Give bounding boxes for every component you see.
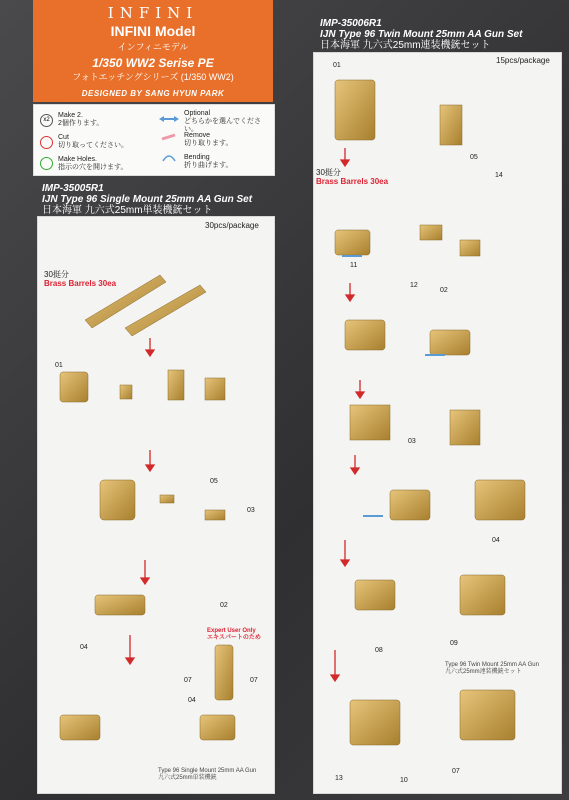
single-part-label: 01 <box>55 362 63 369</box>
legend-bending: Bending <box>184 154 210 161</box>
twin-caption <box>445 662 539 676</box>
twin-caption-jp: 九六式25mm連装機銃セット <box>445 669 522 675</box>
single-part-label: 07 <box>250 677 258 684</box>
twin-brass-jp: 30挺分 <box>316 168 341 177</box>
twin-part-label: 14 <box>495 172 503 179</box>
twin-part-label: 02 <box>440 287 448 294</box>
single-brass-label: Brass Barrels 30ea <box>44 279 117 288</box>
legend-make2: Make 2. <box>58 112 83 119</box>
legend-remove: Remove <box>184 132 211 139</box>
single-caption <box>158 768 256 782</box>
legend-bending-jp: 折り曲げます。 <box>184 162 233 169</box>
twin-part-label: 08 <box>375 647 383 654</box>
brand-model-jp: インフィニモデル <box>117 42 189 52</box>
single-package-count: 30pcs/package <box>205 221 259 230</box>
make-two-icon: x2 <box>40 114 53 127</box>
twin-code: IMP-35006R1 <box>320 18 382 29</box>
legend-cut: Cut <box>58 134 69 141</box>
twin-part-label: 09 <box>450 640 458 647</box>
single-part-label: 02 <box>220 602 228 609</box>
series-title: 1/350 WW2 Serise PE <box>92 56 214 70</box>
single-part-label: 04 <box>80 644 88 651</box>
twin-part-label: 05 <box>470 154 478 161</box>
expert-note-jp: エキスパートのため <box>207 635 261 641</box>
legend-make2-jp: 2個作ります。 <box>58 120 104 127</box>
brand-logo: INFINI <box>107 4 199 22</box>
twin-name: IJN Type 96 Twin Mount 25mm AA Gun Set <box>320 29 523 40</box>
legend-remove-jp: 切り取ります。 <box>184 140 233 147</box>
twin-package-count: 15pcs/package <box>496 56 550 65</box>
twin-caption-en: Type 96 Twin Mount 25mm AA Gun <box>445 662 539 668</box>
twin-brass-label: Brass Barrels 30ea <box>316 177 389 186</box>
single-part-label: 03 <box>247 507 255 514</box>
series-title-jp: フォトエッチングシリーズ (1/350 WW2) <box>72 72 234 82</box>
single-code: IMP-35005R1 <box>42 183 104 194</box>
single-brass-jp: 30挺分 <box>44 270 69 279</box>
legend-holes-jp: 指示の穴を開けます。 <box>58 164 128 171</box>
single-name: IJN Type 96 Single Mount 25mm AA Gun Set <box>42 194 253 205</box>
brand-model: INFINI Model <box>110 23 196 39</box>
single-name-jp: 日本海軍 九六式25mm単装機銃セット <box>42 205 213 216</box>
single-caption-en: Type 96 Single Mount 25mm AA Gun <box>158 768 257 774</box>
twin-part-label: 10 <box>400 777 408 784</box>
twin-name-jp: 日本海軍 九六式25mm連装機銃セット <box>320 40 491 51</box>
designer-credit: DESIGNED BY SANG HYUN PARK <box>81 89 225 98</box>
expert-note-en: Expert User Only <box>207 628 256 634</box>
twin-part-label: 04 <box>492 537 500 544</box>
twin-part-label: 01 <box>333 62 341 69</box>
legend-holes: Make Holes. <box>58 156 97 163</box>
twin-part-label: 07 <box>452 768 460 775</box>
twin-part-label: 12 <box>410 282 418 289</box>
twin-part-label: 03 <box>408 438 416 445</box>
expert-note <box>207 628 261 642</box>
legend-optional-jp: どちらかを選んでください。 <box>184 118 261 133</box>
legend-cut-jp: 切り取ってください。 <box>58 142 128 149</box>
single-part-label: 04 <box>188 697 196 704</box>
twin-part-label: 13 <box>335 775 343 782</box>
single-caption-jp: 九六式25mm単装機銃 <box>158 775 217 781</box>
twin-part-label: 11 <box>350 262 358 269</box>
single-part-label: 07 <box>184 677 192 684</box>
single-part-label: 05 <box>210 478 218 485</box>
legend-optional: Optional <box>184 110 211 117</box>
